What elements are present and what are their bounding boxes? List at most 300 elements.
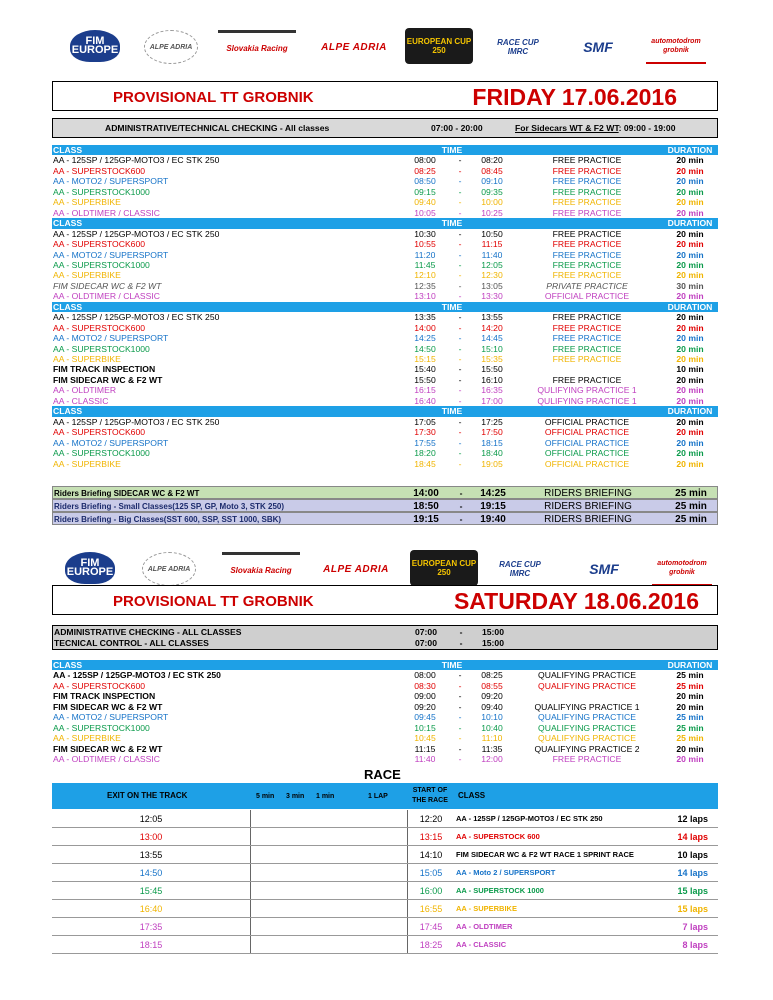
duration: 20 min bbox=[676, 228, 704, 239]
session-type: QUALIFYING PRACTICE bbox=[538, 722, 636, 733]
schedule-row bbox=[52, 229, 718, 239]
time-dash: - bbox=[458, 448, 462, 459]
duration: 20 min bbox=[676, 176, 704, 187]
class-name: AA - SUPERSTOCK1000 bbox=[53, 722, 150, 733]
schedule-row bbox=[52, 364, 718, 374]
schedule-row bbox=[52, 197, 718, 207]
end-time: 09:10 bbox=[481, 176, 503, 187]
briefing-name: Riders Briefing - Big Classes(SST 600, SSP, SST 1000, SBK) bbox=[54, 515, 282, 524]
race-class: AA - SUPERSTOCK 1000 bbox=[456, 886, 544, 895]
duration: 20 min bbox=[676, 354, 704, 364]
class-name: AA - SUPERSTOCK1000 bbox=[53, 343, 150, 354]
end-time: 12:05 bbox=[481, 259, 503, 270]
countdown-box bbox=[250, 882, 408, 899]
duration-header: DURATION bbox=[667, 660, 713, 670]
start-time: 08:25 bbox=[414, 165, 436, 176]
schedule-row bbox=[52, 187, 718, 197]
duration: 20 min bbox=[676, 312, 704, 323]
time-dash: - bbox=[458, 701, 462, 712]
time-dash: - bbox=[459, 501, 463, 511]
friday-schedule-table bbox=[52, 145, 718, 489]
start-time: 09:20 bbox=[414, 701, 436, 712]
class-header: CLASS bbox=[53, 406, 83, 417]
time-dash: - bbox=[458, 280, 462, 291]
race-row bbox=[52, 882, 718, 900]
friday-subtitle: PROVISIONAL TT GROBNIK bbox=[113, 89, 314, 106]
start-time: 10:05 bbox=[414, 207, 436, 218]
end-time: 10:50 bbox=[481, 228, 503, 239]
class-name: AA - SUPERSTOCK600 bbox=[53, 239, 146, 250]
schedule-row bbox=[52, 155, 718, 165]
class-header: CLASS bbox=[458, 791, 486, 800]
time-dash: - bbox=[458, 228, 462, 239]
schedule-row bbox=[52, 354, 718, 364]
race-header bbox=[52, 783, 718, 809]
race-row bbox=[52, 900, 718, 918]
session-type: FREE PRACTICE bbox=[552, 270, 622, 281]
class-name: AA - SUPERBIKE bbox=[53, 733, 121, 744]
exit-time: 17:35 bbox=[139, 922, 163, 932]
schedule-row bbox=[52, 250, 718, 260]
duration: 20 min bbox=[676, 239, 704, 250]
race-start-time: 15:05 bbox=[419, 868, 443, 878]
class-name: AA - 125SP / 125GP-MOTO3 / EC STK 250 bbox=[53, 228, 220, 239]
laps: 7 laps bbox=[682, 922, 708, 932]
admin-row: ADMINISTRATIVE CHECKING - ALL CLASSES 07:00 - 15:00 bbox=[53, 627, 719, 637]
friday-briefings-table bbox=[52, 486, 718, 526]
class-name: AA - SUPERSTOCK1000 bbox=[53, 186, 150, 197]
start-time: 10:15 bbox=[414, 722, 436, 733]
start-time: 11:20 bbox=[414, 249, 436, 260]
laps: 15 laps bbox=[677, 886, 708, 896]
start-time: 08:50 bbox=[414, 176, 436, 187]
exit-header: EXIT ON THE TRACK bbox=[107, 791, 188, 800]
time-dash: - bbox=[458, 385, 462, 396]
start-time: 11:40 bbox=[414, 754, 436, 765]
saturday-subtitle: PROVISIONAL TT GROBNIK bbox=[113, 593, 314, 610]
race-row bbox=[52, 810, 718, 828]
class-name: AA - SUPERSTOCK600 bbox=[53, 165, 146, 176]
admin-start: 07:00 bbox=[415, 627, 437, 637]
race-row bbox=[52, 936, 718, 954]
end-time: 15:50 bbox=[481, 364, 503, 375]
schedule-row bbox=[52, 260, 718, 270]
smf-logo: SMF bbox=[589, 560, 619, 577]
start-time: 13:35 bbox=[414, 312, 436, 323]
duration: 20 min bbox=[676, 395, 704, 406]
exit-time: 13:55 bbox=[139, 850, 163, 860]
race-row bbox=[52, 918, 718, 936]
end-time: 11:35 bbox=[481, 743, 503, 754]
end-time: 18:40 bbox=[481, 448, 503, 459]
time-dash: - bbox=[458, 437, 462, 448]
class-name: AA - OLDTIMER / CLASSIC bbox=[53, 291, 160, 302]
schedule-header-row bbox=[52, 145, 718, 155]
countdown-box bbox=[250, 900, 408, 917]
duration: 25 min bbox=[675, 488, 707, 498]
session-type: QUALIFYING PRACTICE bbox=[538, 733, 636, 744]
schedule-row bbox=[52, 312, 718, 322]
start-time: 17:05 bbox=[414, 416, 436, 427]
session-type: QUALIFYING PRACTICE 2 bbox=[534, 743, 640, 754]
start-time: 17:55 bbox=[414, 437, 436, 448]
briefing-row bbox=[52, 512, 718, 525]
class-name: AA - 125SP / 125GP-MOTO3 / EC STK 250 bbox=[53, 416, 220, 427]
session-type: FREE PRACTICE bbox=[552, 165, 622, 176]
end-time: 14:45 bbox=[481, 333, 503, 344]
time-dash: - bbox=[458, 312, 462, 323]
race-row bbox=[52, 828, 718, 846]
schedule-row bbox=[52, 438, 718, 448]
start-time: 14:00 bbox=[413, 488, 439, 498]
time-dash: - bbox=[459, 514, 463, 524]
session-type: QUALIFYING PRACTICE bbox=[538, 670, 636, 681]
duration: 20 min bbox=[676, 270, 704, 281]
admin-time: 07:00 - 20:00 bbox=[431, 123, 483, 133]
laps: 15 laps bbox=[677, 904, 708, 914]
duration: 20 min bbox=[676, 691, 704, 702]
duration: 20 min bbox=[676, 197, 704, 208]
admin-row: TECNICAL CONTROL - ALL CLASSES 07:00 - 15:00 bbox=[53, 638, 719, 648]
schedule-row bbox=[52, 702, 718, 712]
session-type: OFFICIAL PRACTICE bbox=[544, 291, 630, 302]
sidecar-time: : 09:00 - 19:00 bbox=[618, 123, 676, 133]
race-start-time: 14:10 bbox=[419, 850, 443, 860]
class-name: AA - SUPERSTOCK600 bbox=[53, 680, 146, 691]
class-name: FIM SIDECAR WC & F2 WT bbox=[53, 743, 163, 754]
countdown-box bbox=[250, 846, 408, 863]
time-dash: - bbox=[458, 343, 462, 354]
time-dash: - bbox=[458, 291, 462, 302]
grobnik-logo: automotodrom grobnik bbox=[652, 552, 712, 586]
schedule-header-row bbox=[52, 218, 718, 228]
end-time: 13:55 bbox=[481, 312, 503, 323]
duration: 25 min bbox=[676, 670, 704, 681]
end-time: 12:00 bbox=[481, 754, 503, 765]
end-time: 11:10 bbox=[481, 733, 503, 744]
end-time: 17:50 bbox=[481, 427, 503, 438]
end-time: 14:25 bbox=[480, 488, 506, 498]
race-start-time: 16:55 bbox=[419, 904, 443, 914]
race-start-time: 16:00 bbox=[419, 886, 443, 896]
duration: 20 min bbox=[676, 416, 704, 427]
session-type: QULIFYING PRACTICE 1 bbox=[537, 395, 637, 406]
schedule-row bbox=[52, 681, 718, 691]
class-header: CLASS bbox=[53, 145, 83, 155]
time-dash: - bbox=[458, 197, 462, 208]
countdown-box bbox=[250, 918, 408, 935]
time-dash: - bbox=[459, 488, 463, 498]
friday-title: FRIDAY 17.06.2016 bbox=[472, 84, 677, 110]
class-name: AA - 125SP / 125GP-MOTO3 / EC STK 250 bbox=[53, 312, 220, 323]
class-name: AA - SUPERBIKE bbox=[53, 458, 121, 469]
class-name: AA - 125SP / 125GP-MOTO3 / EC STK 250 bbox=[53, 670, 221, 681]
start-time: 09:45 bbox=[414, 712, 436, 723]
time-dash: - bbox=[458, 754, 462, 765]
schedule-row bbox=[52, 670, 718, 680]
session-type: FREE PRACTICE bbox=[552, 343, 622, 354]
time-header: TIME bbox=[441, 145, 463, 155]
start-time: 14:25 bbox=[414, 333, 436, 344]
admin-start: 07:00 bbox=[415, 638, 437, 648]
countdown-box bbox=[250, 936, 408, 953]
schedule-row bbox=[52, 281, 718, 291]
session-type: RIDERS BRIEFING bbox=[544, 501, 632, 511]
laps: 10 laps bbox=[677, 850, 708, 860]
exit-time: 14:50 bbox=[139, 868, 163, 878]
admin-label: ADMINISTRATIVE CHECKING - ALL CLASSES bbox=[54, 627, 242, 637]
session-type: QULIFYING PRACTICE 1 bbox=[537, 385, 637, 396]
session-type: RIDERS BRIEFING bbox=[544, 488, 632, 498]
duration: 20 min bbox=[676, 448, 704, 459]
lap-header: 1 LAP bbox=[368, 793, 388, 800]
schedule-row bbox=[52, 754, 718, 764]
schedule-row bbox=[52, 744, 718, 754]
race-class: AA - 125SP / 125GP-MOTO3 / EC STK 250 bbox=[456, 814, 603, 823]
session-type: QUALIFYING PRACTICE bbox=[538, 680, 636, 691]
end-time: 18:15 bbox=[481, 437, 503, 448]
schedule-row bbox=[52, 385, 718, 395]
time-header: TIME bbox=[441, 218, 463, 229]
class-name: AA - SUPERSTOCK600 bbox=[53, 427, 146, 438]
smf-logo: SMF bbox=[583, 38, 613, 55]
briefing-row bbox=[52, 486, 718, 499]
duration: 20 min bbox=[676, 186, 704, 197]
duration: 25 min bbox=[675, 514, 707, 524]
alpe-adria-logo: ALPE ADRIA bbox=[321, 41, 387, 53]
session-type: FREE PRACTICE bbox=[552, 754, 622, 765]
session-type: OFFICIAL PRACTICE bbox=[544, 427, 630, 438]
end-time: 13:30 bbox=[481, 291, 503, 302]
race-class: FIM SIDECAR WC & F2 WT RACE 1 SPRINT RACE bbox=[456, 850, 634, 859]
start-time: 13:10 bbox=[414, 291, 436, 302]
start-time: 15:50 bbox=[414, 374, 436, 385]
race-row bbox=[52, 846, 718, 864]
class-name: FIM SIDECAR WC & F2 WT bbox=[53, 701, 163, 712]
end-time: 16:35 bbox=[481, 385, 503, 396]
duration-header: DURATION bbox=[667, 406, 713, 417]
duration-header: DURATION bbox=[667, 301, 713, 312]
start-time: 14:50 bbox=[414, 343, 436, 354]
class-name: AA - OLDTIMER bbox=[53, 385, 117, 396]
end-time: 08:25 bbox=[481, 670, 503, 681]
alpe-adria-logo: ALPE ADRIA bbox=[323, 563, 389, 575]
start-time: 10:45 bbox=[414, 733, 436, 744]
time-dash: - bbox=[458, 680, 462, 691]
session-type: FREE PRACTICE bbox=[552, 197, 622, 208]
end-time: 08:55 bbox=[481, 680, 503, 691]
session-type bbox=[522, 691, 652, 701]
session-type: FREE PRACTICE bbox=[552, 322, 622, 333]
end-time: 10:00 bbox=[481, 197, 503, 208]
session-type: FREE PRACTICE bbox=[552, 207, 622, 218]
duration-header: DURATION bbox=[667, 145, 713, 155]
schedule-row bbox=[52, 344, 718, 354]
duration: 20 min bbox=[676, 333, 704, 344]
time-dash: - bbox=[458, 186, 462, 197]
start-time: 08:30 bbox=[414, 680, 436, 691]
admin-end: 15:00 bbox=[482, 638, 504, 648]
alpe-adria-seal-logo: ALPE ADRIA bbox=[144, 30, 198, 64]
european-cup-logo: EUROPEAN CUP 250 bbox=[410, 550, 478, 586]
countdown-box bbox=[250, 810, 408, 827]
duration: 20 min bbox=[676, 291, 704, 302]
end-time: 09:40 bbox=[481, 701, 503, 712]
duration: 30 min bbox=[676, 280, 704, 291]
class-header: CLASS bbox=[53, 218, 83, 229]
session-type: QUALIFYING PRACTICE bbox=[538, 712, 636, 723]
race-class: AA - CLASSIC bbox=[456, 940, 507, 949]
time-dash: - bbox=[458, 743, 462, 754]
end-time: 09:35 bbox=[481, 186, 503, 197]
exit-time: 13:00 bbox=[139, 832, 163, 842]
time-dash: - bbox=[458, 207, 462, 218]
briefing-name: Riders Briefing SIDECAR WC & F2 WT bbox=[54, 489, 200, 498]
schedule-row bbox=[52, 459, 718, 469]
fim-logo: FIM EUROPE bbox=[65, 552, 115, 584]
slovakia-racing-logo: Slovakia Racing bbox=[218, 30, 296, 64]
schedule-row bbox=[52, 323, 718, 333]
schedule-row bbox=[52, 427, 718, 437]
time-dash: - bbox=[458, 374, 462, 385]
end-time: 15:10 bbox=[481, 343, 503, 354]
schedule-row bbox=[52, 270, 718, 280]
imrc-logo: RACE CUP IMRC bbox=[497, 38, 539, 56]
schedule-row bbox=[52, 239, 718, 249]
start-time: 08:00 bbox=[414, 670, 436, 681]
session-type: QUALIFYING PRACTICE 1 bbox=[534, 701, 640, 712]
start-time: 16:15 bbox=[414, 385, 436, 396]
duration: 25 min bbox=[676, 733, 704, 744]
duration: 20 min bbox=[676, 343, 704, 354]
race-start-time: 12:20 bbox=[419, 814, 443, 824]
duration: 10 min bbox=[676, 364, 704, 375]
class-name: AA - MOTO2 / SUPERSPORT bbox=[53, 712, 169, 723]
class-name: AA - SUPERBIKE bbox=[53, 354, 121, 364]
race-title: RACE bbox=[364, 767, 401, 782]
saturday-title-box bbox=[52, 585, 718, 615]
class-header: CLASS bbox=[53, 660, 83, 670]
end-time: 12:30 bbox=[481, 270, 503, 281]
race-start-time: 13:15 bbox=[419, 832, 443, 842]
schedule-row bbox=[52, 333, 718, 343]
laps: 14 laps bbox=[677, 868, 708, 878]
duration: 20 min bbox=[676, 374, 704, 385]
start-time: 10:55 bbox=[414, 239, 436, 250]
duration: 20 min bbox=[676, 754, 704, 765]
m5-header: 5 min bbox=[256, 793, 275, 800]
session-type: FREE PRACTICE bbox=[552, 249, 622, 260]
time-dash: - bbox=[458, 333, 462, 344]
schedule-row bbox=[52, 166, 718, 176]
end-time: 19:05 bbox=[481, 458, 503, 469]
end-time: 10:40 bbox=[481, 722, 503, 733]
end-time: 19:15 bbox=[480, 501, 506, 511]
duration-header: DURATION bbox=[667, 218, 713, 229]
time-dash: - bbox=[458, 416, 462, 427]
duration: 25 min bbox=[676, 680, 704, 691]
schedule-row bbox=[52, 291, 718, 301]
fim-logo: FIM EUROPE bbox=[70, 30, 120, 62]
class-name: AA - SUPERBIKE bbox=[53, 197, 121, 208]
grobnik-logo: automotodrom grobnik bbox=[646, 30, 706, 64]
exit-time: 16:40 bbox=[139, 904, 163, 914]
end-time: 14:20 bbox=[481, 322, 503, 333]
time-dash: - bbox=[458, 364, 462, 375]
start-time: 18:45 bbox=[414, 458, 436, 469]
end-time: 16:10 bbox=[481, 374, 503, 385]
start-time: 15:40 bbox=[414, 364, 436, 375]
end-time: 17:25 bbox=[481, 416, 503, 427]
duration: 20 min bbox=[676, 437, 704, 448]
end-time: 11:40 bbox=[481, 249, 503, 260]
schedule-row bbox=[52, 691, 718, 701]
start-time: 09:00 bbox=[414, 691, 436, 702]
race-start-time: 18:25 bbox=[419, 940, 443, 950]
saturday-title: SATURDAY 18.06.2016 bbox=[453, 588, 699, 614]
start-time: 18:50 bbox=[413, 501, 439, 511]
class-name: AA - MOTO2 / SUPERSPORT bbox=[53, 437, 169, 448]
admin-end: 15:00 bbox=[482, 627, 504, 637]
duration: 20 min bbox=[676, 385, 704, 396]
time-dash: - bbox=[458, 270, 462, 281]
schedule-header-row bbox=[52, 302, 718, 312]
time-dash: - bbox=[458, 322, 462, 333]
end-time: 15:35 bbox=[481, 354, 503, 364]
start-time: 11:15 bbox=[414, 743, 436, 754]
race-start-time: 17:45 bbox=[419, 922, 443, 932]
time-dash: - bbox=[458, 165, 462, 176]
class-name: AA - MOTO2 / SUPERSPORT bbox=[53, 249, 169, 260]
admin-label: TECNICAL CONTROL - ALL CLASSES bbox=[54, 638, 209, 648]
session-type: FREE PRACTICE bbox=[552, 333, 622, 344]
class-header: CLASS bbox=[53, 301, 83, 312]
start-time: 17:30 bbox=[414, 427, 436, 438]
schedule-row bbox=[52, 723, 718, 733]
end-time: 09:20 bbox=[481, 691, 503, 702]
session-type bbox=[522, 364, 652, 374]
logo-bar-top bbox=[0, 30, 773, 80]
friday-title-box bbox=[52, 81, 718, 111]
duration: 25 min bbox=[675, 501, 707, 511]
time-dash: - bbox=[458, 249, 462, 260]
duration: 25 min bbox=[676, 712, 704, 723]
time-header: TIME bbox=[441, 660, 463, 670]
schedule-header-row bbox=[52, 660, 718, 670]
time-dash: - bbox=[458, 155, 462, 166]
start-time: 19:15 bbox=[413, 514, 439, 524]
end-time: 08:20 bbox=[481, 155, 503, 166]
time-dash: - bbox=[458, 354, 462, 364]
session-type: FREE PRACTICE bbox=[552, 176, 622, 187]
end-time: 08:45 bbox=[481, 165, 503, 176]
start-time: 18:20 bbox=[414, 448, 436, 459]
start-time: 15:15 bbox=[414, 354, 436, 364]
class-name: AA - SUPERSTOCK1000 bbox=[53, 448, 150, 459]
session-type: OFFICIAL PRACTICE bbox=[544, 437, 630, 448]
schedule-row bbox=[52, 712, 718, 722]
time-dash: - bbox=[458, 458, 462, 469]
schedule-row bbox=[52, 417, 718, 427]
countdown-box bbox=[250, 864, 408, 881]
class-name: AA - SUPERBIKE bbox=[53, 270, 121, 281]
laps: 12 laps bbox=[677, 814, 708, 824]
time-dash: - bbox=[458, 691, 462, 702]
class-name: AA - MOTO2 / SUPERSPORT bbox=[53, 333, 169, 344]
laps: 8 laps bbox=[682, 940, 708, 950]
end-time: 11:15 bbox=[481, 239, 503, 250]
class-name: FIM SIDECAR WC & F2 WT bbox=[53, 280, 162, 291]
